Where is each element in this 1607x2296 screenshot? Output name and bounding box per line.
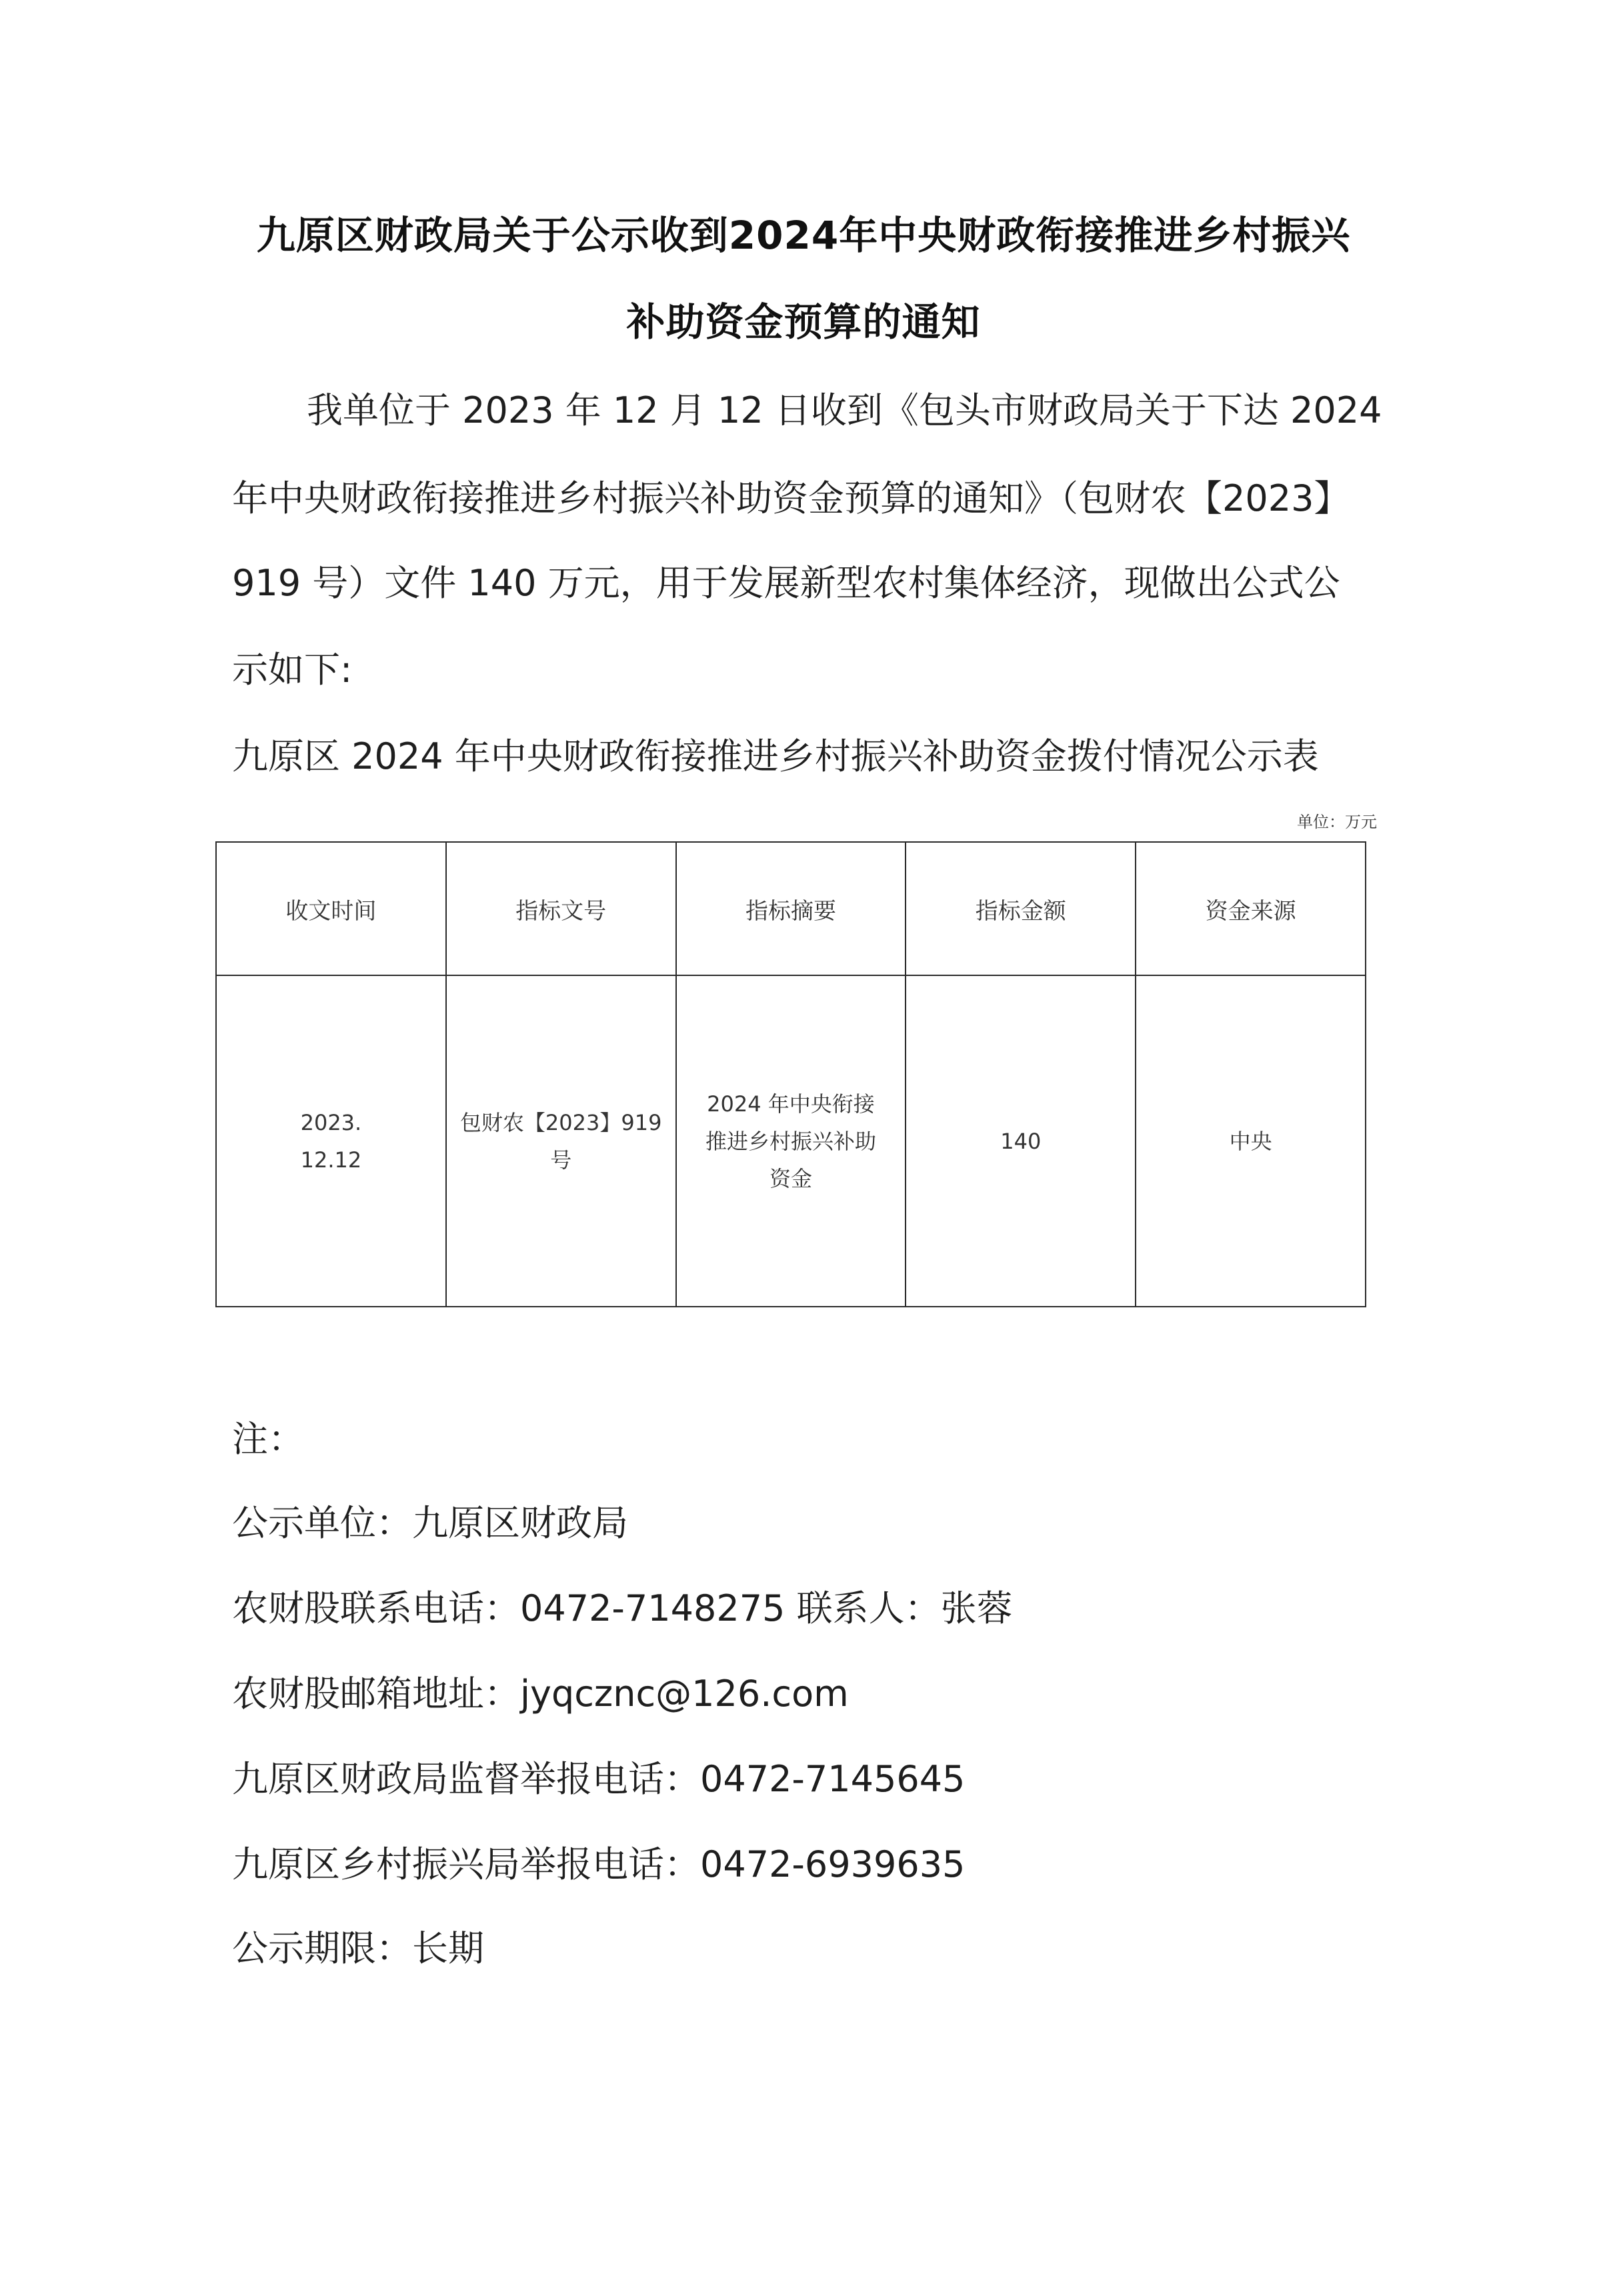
- cell-summary-line-3: 资金: [769, 1165, 812, 1191]
- document-title-line-2: 补助资金预算的通知: [626, 299, 981, 345]
- cell-summary-line-2: 推进乡村振兴补助: [705, 1128, 876, 1154]
- paragraph-line-3: 919 号）文件 140 万元，用于发展新型农村集体经济，现做出公式公: [232, 562, 1340, 604]
- notes-label: 注：: [232, 1418, 304, 1460]
- note-supervision-phone: 九原区财政局监督举报电话：0472-7145645: [232, 1758, 966, 1800]
- cell-document-number-line-2: 号: [550, 1147, 572, 1173]
- cell-amount: 140: [906, 975, 1136, 1307]
- paragraph-line-1: 我单位于 2023 年 12 月 12 日收到《包头市财政局关于下达 2024: [307, 389, 1382, 431]
- table-row: [216, 975, 1366, 1307]
- header-receipt-date: 收文时间: [216, 842, 446, 975]
- document-title-line-1: 九原区财政局关于公示收到2024年中央财政衔接推进乡村振兴: [256, 213, 1351, 258]
- allocation-table: [215, 841, 1366, 1307]
- paragraph-line-4: 示如下:: [232, 649, 353, 691]
- note-rural-revitalization-phone: 九原区乡村振兴局举报电话：0472-6939635: [232, 1843, 966, 1885]
- note-publication-period: 公示期限：长期: [232, 1927, 484, 1969]
- note-contact-phone: 农财股联系电话：0472-7148275 联系人：张蓉: [232, 1587, 1013, 1629]
- note-email: 农财股邮箱地址：jyqcznc@126.com: [232, 1673, 849, 1715]
- header-document-number: 指标文号: [446, 842, 676, 975]
- table-title: 九原区 2024 年中央财政衔接推进乡村振兴补助资金拨付情况公示表: [232, 735, 1319, 777]
- header-fund-source: 资金来源: [1136, 842, 1366, 975]
- header-summary: 指标摘要: [676, 842, 906, 975]
- cell-receipt-date-line-1: 2023.: [300, 1109, 362, 1135]
- cell-document-number: [446, 975, 676, 1307]
- table-header-row: [216, 842, 1366, 975]
- cell-receipt-date: [216, 975, 446, 1307]
- cell-summary: [676, 975, 906, 1307]
- cell-receipt-date-line-2: 12.12: [300, 1147, 362, 1173]
- paragraph-line-2: 年中央财政衔接推进乡村振兴补助资金预算的通知》（包财农【2023】: [232, 477, 1350, 519]
- cell-document-number-line-1: 包财农【2023】919: [459, 1109, 662, 1135]
- header-amount: 指标金额: [906, 842, 1136, 975]
- cell-fund-source: 中央: [1136, 975, 1366, 1307]
- note-publishing-unit: 公示单位：九原区财政局: [232, 1502, 628, 1544]
- unit-label: 单位：万元: [1297, 813, 1377, 831]
- cell-summary-line-1: 2024 年中央衔接: [707, 1091, 875, 1117]
